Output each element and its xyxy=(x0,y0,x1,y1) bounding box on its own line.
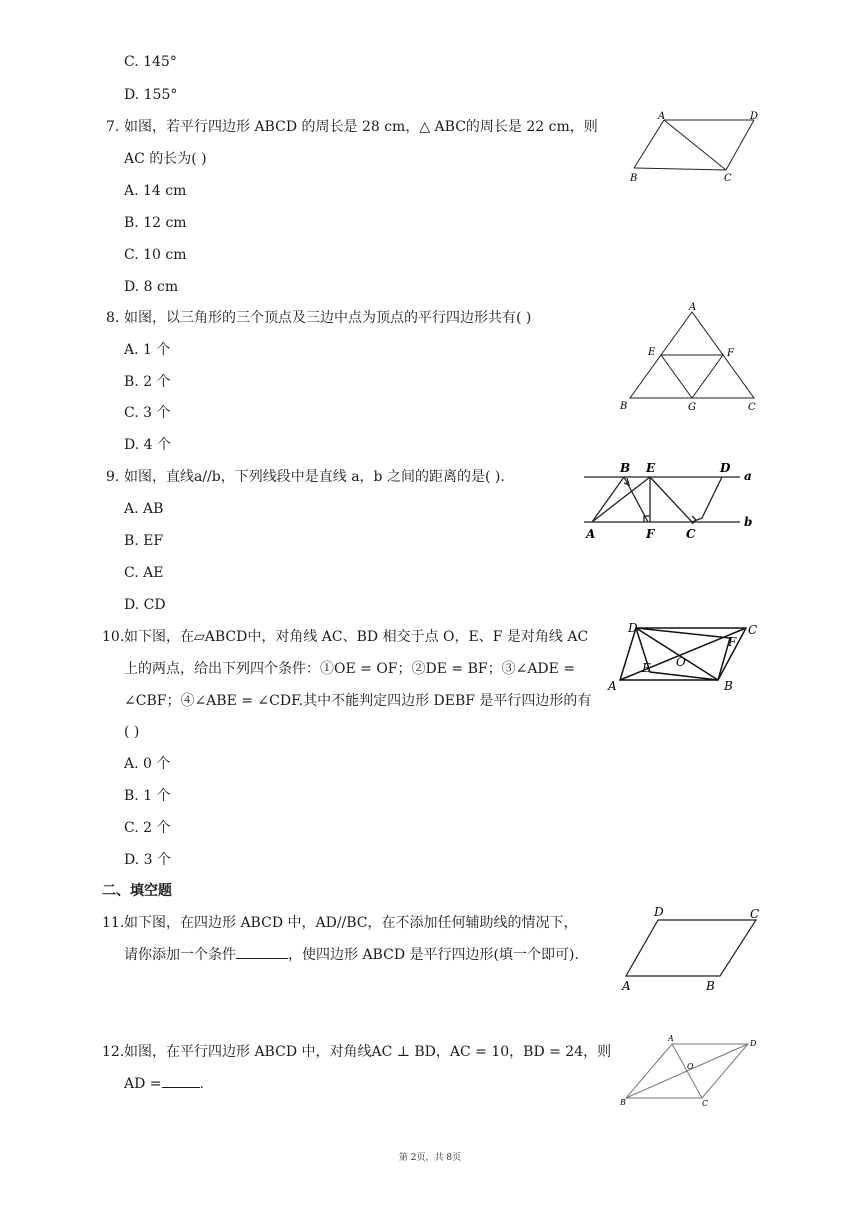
q11-stem-suffix: ，使四边形 ABCD 是平行四边形(填一个即可). xyxy=(288,947,579,963)
q7-number: 7. xyxy=(106,119,120,135)
q9-line-label-b: b xyxy=(744,515,753,529)
q12-label-a: A xyxy=(668,1034,674,1043)
q12-label-c: C xyxy=(702,1099,709,1108)
q10-number: 10. xyxy=(102,629,125,645)
q9-label-b: B xyxy=(620,461,631,475)
q10-label-o: O xyxy=(676,655,686,669)
q10-label-f: F xyxy=(728,635,737,649)
q12-answer-blank[interactable] xyxy=(162,1087,200,1088)
q9-option-d: D. CD xyxy=(124,597,166,613)
q10-option-b: B. 1 个 xyxy=(124,788,171,804)
q7-label-c: C xyxy=(724,173,732,184)
q10-option-a: A. 0 个 xyxy=(124,756,171,772)
q11-stem-prefix: 请你添加一个条件 xyxy=(124,947,236,963)
q8-label-a: A xyxy=(689,302,697,313)
q11-label-c: C xyxy=(750,907,760,921)
q6-option-c: C. 145° xyxy=(124,54,177,70)
q12-stem-suffix: . xyxy=(199,1076,204,1092)
q9-option-a: A. AB xyxy=(124,501,164,517)
q7-label-a: A xyxy=(658,111,666,122)
q12-label-o: O xyxy=(687,1062,694,1071)
q10-label-a: A xyxy=(608,679,617,693)
q9-option-b: B. EF xyxy=(124,533,164,549)
section-heading: 二、填空题 xyxy=(102,883,172,899)
q11-number: 11. xyxy=(102,915,125,931)
q8-option-b: B. 2 个 xyxy=(124,374,171,390)
q12-stem-line2 xyxy=(124,1074,204,1094)
q8-option-d: D. 4 个 xyxy=(124,437,171,453)
q12-label-d: D xyxy=(750,1039,757,1048)
q11-label-a: A xyxy=(622,979,631,992)
q10-label-e: E xyxy=(642,661,651,675)
q9-option-c: C. AE xyxy=(124,565,164,581)
q12-figure xyxy=(616,1030,766,1116)
q7-option-c: C. 10 cm xyxy=(124,247,187,263)
q8-number: 8. xyxy=(106,310,120,326)
q10-label-d: D xyxy=(628,621,638,635)
q12-stem-prefix: AD = xyxy=(124,1076,162,1092)
q12-number: 12. xyxy=(102,1044,125,1060)
q10-stem-line1: 如下图，在▱ABCD中，对角线 AC、BD 相交于点 O，E、F 是对角线 AC xyxy=(124,629,589,645)
q9-number: 9. xyxy=(106,469,120,485)
q9-label-d: D xyxy=(720,461,731,475)
q8-label-b: B xyxy=(620,401,628,412)
q9-label-c: C xyxy=(686,527,696,541)
q8-label-c: C xyxy=(748,402,756,413)
q7-stem-line2: AC 的长为( ) xyxy=(124,151,207,167)
q8-label-e: E xyxy=(648,347,656,358)
q6-option-d: D. 155° xyxy=(124,87,178,103)
q10-label-c: C xyxy=(748,623,758,637)
q11-answer-blank[interactable] xyxy=(236,958,288,959)
q10-option-c: C. 2 个 xyxy=(124,820,171,836)
page-footer: 第 2页，共 8页 xyxy=(398,1153,462,1163)
q7-label-b: B xyxy=(630,173,638,184)
q9-line-label-a: a xyxy=(744,469,752,483)
q7-option-b: B. 12 cm xyxy=(124,215,187,231)
q11-figure xyxy=(616,902,766,996)
q11-label-d: D xyxy=(654,905,664,919)
q10-label-b: B xyxy=(724,679,733,693)
q9-figure xyxy=(580,458,760,552)
q9-label-e: E xyxy=(646,461,656,475)
q10-option-d: D. 3 个 xyxy=(124,852,171,868)
q9-label-f: F xyxy=(646,527,655,541)
q8-label-f: F xyxy=(727,348,734,359)
q9-label-a: A xyxy=(586,527,596,541)
q8-option-a: A. 1 个 xyxy=(124,342,171,358)
q7-option-d: D. 8 cm xyxy=(124,279,179,295)
q7-figure xyxy=(626,108,766,192)
q7-stem-line1: 如图，若平行四边形 ABCD 的周长是 28 cm，△ ABC的周长是 22 cm，则 xyxy=(124,119,598,135)
q8-stem-line1: 如图，以三角形的三个顶点及三边中点为顶点的平行四边形共有( ) xyxy=(124,310,532,326)
q12-stem-line1: 如图，在平行四边形 ABCD 中，对角线AC ⊥ BD，AC = 10，BD = 24，则 xyxy=(124,1044,612,1060)
q7-option-a: A. 14 cm xyxy=(124,183,187,199)
q10-stem-line2: 上的两点，给出下列四个条件：①OE = OF；②DE = BF；③∠ADE = xyxy=(124,661,576,677)
q9-stem-line1: 如图，直线a//b，下列线段中是直线 a，b 之间的距离的是( ). xyxy=(124,469,505,485)
q12-label-b: B xyxy=(620,1098,626,1107)
q11-stem-line1: 如下图，在四边形 ABCD 中，AD//BC，在不添加任何辅助线的情况下， xyxy=(124,915,578,931)
q8-figure xyxy=(612,298,762,420)
q10-stem-line3: ∠CBF；④∠ABE = ∠CDF.其中不能判定四边形 DEBF 是平行四边形的有 xyxy=(124,693,592,709)
q10-stem-line4: ( ) xyxy=(124,724,140,740)
q7-label-d: D xyxy=(750,111,759,122)
q11-stem-line2 xyxy=(124,945,579,965)
q11-label-b: B xyxy=(706,979,715,992)
q8-option-c: C. 3 个 xyxy=(124,405,171,421)
q10-figure xyxy=(606,614,764,700)
q8-label-g: G xyxy=(688,402,696,413)
